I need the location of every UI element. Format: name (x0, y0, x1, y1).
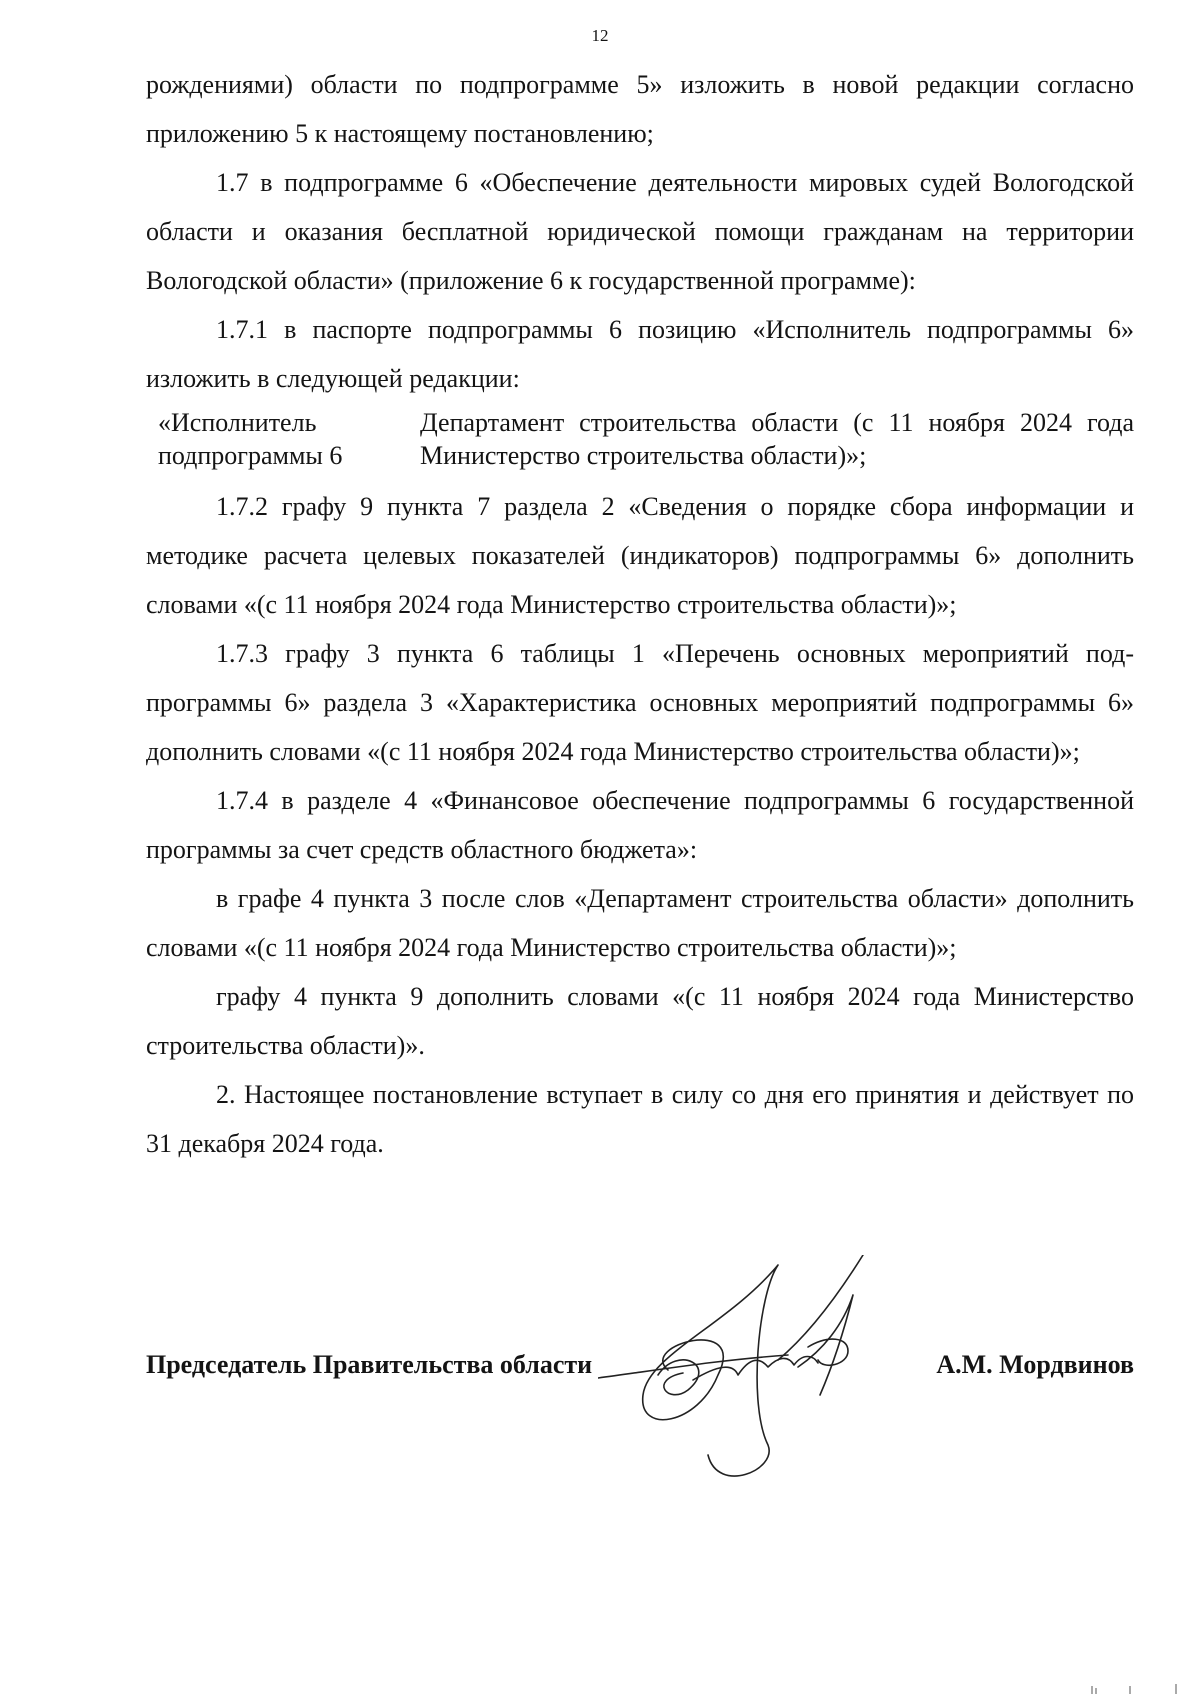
passport-position-row (146, 406, 1134, 472)
handwritten-signature (598, 1255, 938, 1505)
paragraph-column-4-item-3: в графе 4 пункта 3 после слов «Департамент строительства области» дополнить словами «(с 11 ноября 2024 года Министерство строительства области)»; (146, 884, 1134, 962)
paragraph-2-entry-into-force: 2. Настоящее постановление вступает в силу со дня его принятия и действует по 31 декабря 2024 года. (146, 1080, 1134, 1158)
paragraph-1-7-2: 1.7.2 графу 9 пункта 7 раздела 2 «Сведения о порядке сбора информации и методике расчета целевых показателей (индикаторов) подпрограммы 6» дополнить словами «(с 11 ноября 2024 года Министерство строительства области)»; (146, 492, 1134, 619)
passport-label-line-2: подпрограммы 6 (158, 441, 343, 470)
passport-position-label (146, 406, 420, 472)
passport-position-value: Департамент строительства области (с 11 ноября 2024 года Министерство строительства области)»; (420, 408, 1134, 470)
passport-label-line-1: «Исполнитель (158, 408, 317, 437)
signatory-position: Председатель Правительства области (146, 1350, 593, 1379)
scan-edge-marks (1090, 1680, 1180, 1694)
paragraph-1-7-4: 1.7.4 в разделе 4 «Финансовое обеспечение подпрограммы 6 государственной программы за счет средств областного бюджета»: (146, 786, 1134, 864)
paragraph-1-7-3: 1.7.3 графу 3 пункта 6 таблицы 1 «Перечень основных мероприятий подпрограммы 6» раздела 3 «Характеристика основных мероприятий подпрограммы 6» дополнить словами «(с 11 ноября 2024 года Министерство строительства области)»; (146, 639, 1134, 766)
paragraph-1-7-1: 1.7.1 в паспорте подпрограммы 6 позицию «Исполнитель подпрограммы 6» изложить в следующей редакции: (146, 315, 1134, 393)
signatory-name: А.М. Мордвинов (936, 1350, 1134, 1379)
signature-block (146, 1350, 1134, 1380)
paragraph-continuation: рождениями) области по подпрограмме 5» изложить в новой редакции согласно приложению 5 к настоящему постановлению; (146, 70, 1134, 148)
document-body (146, 60, 1134, 1168)
paragraph-1-7: 1.7 в подпрограмме 6 «Обеспечение деятельности мировых судей Вологодской области и оказания бесплатной юридической помощи гражданам на территории Вологодской области» (приложение 6 к государственной программе): (146, 168, 1134, 295)
paragraph-column-4-item-9: графу 4 пункта 9 дополнить словами «(с 11 ноября 2024 года Министерство строительства области)». (146, 982, 1134, 1060)
page-number: 12 (591, 26, 609, 45)
